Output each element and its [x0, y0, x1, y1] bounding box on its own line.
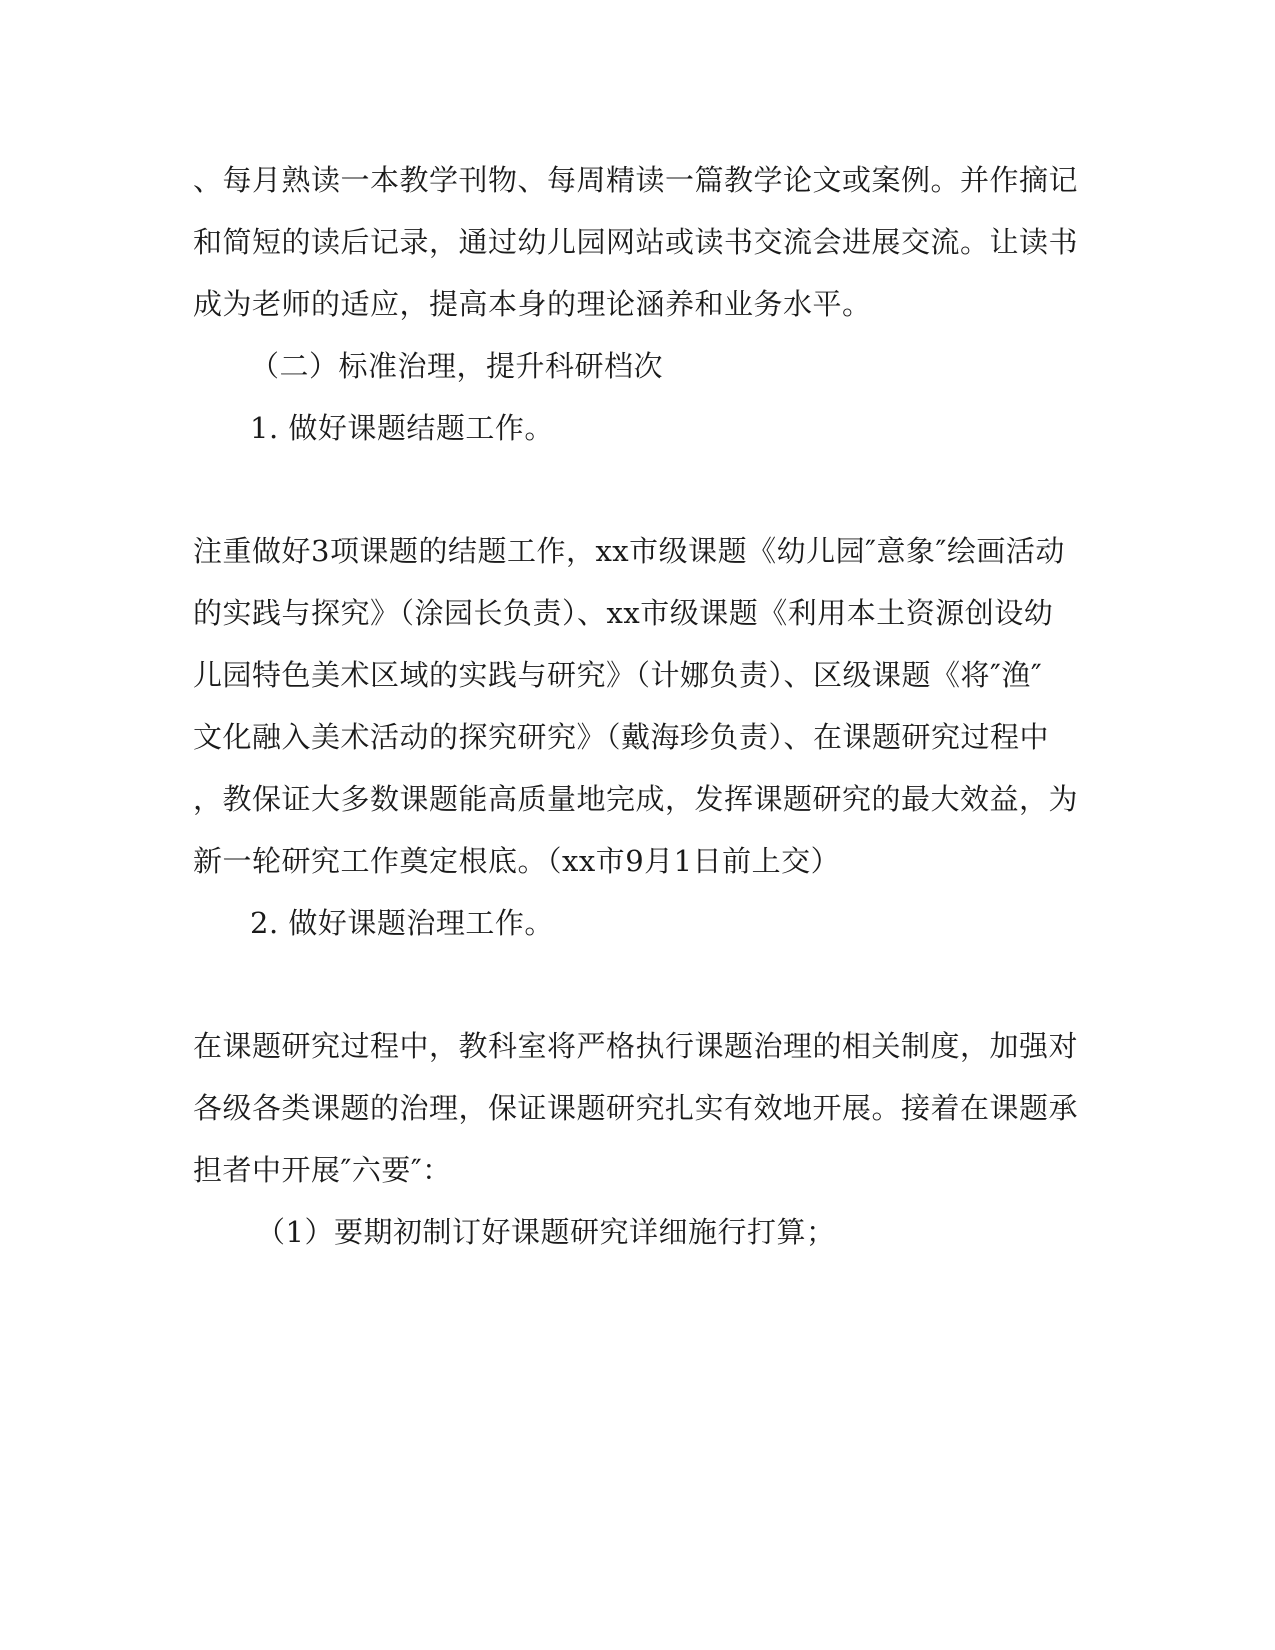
- paragraph-line: 的实践与探究》（涂园长负责）、xx市级课题《利用本土资源创设幼: [193, 596, 1054, 630]
- paragraph-line: 和简短的读后记录，通过幼儿园网站或读书交流会进展交流。让读书: [193, 225, 1079, 259]
- paragraph-line: 儿园特色美术区域的实践与研究》（计娜负责）、区级课题《将″渔″: [193, 658, 1043, 692]
- list-item: （1）要期初制订好课题研究详细施行打算；: [256, 1215, 836, 1249]
- paragraph-line: ，教保证大多数课题能高质量地完成，发挥课题研究的最大效益，为: [193, 782, 1079, 816]
- paragraph-line: 担者中开展″六要″：: [193, 1153, 452, 1187]
- paragraph-line: 新一轮研究工作奠定根底。（xx市9月1日前上交）: [193, 844, 841, 878]
- paragraph-line: 注重做好3项课题的结题工作，xx市级课题《幼儿园″意象″绘画活动: [193, 534, 1065, 568]
- section-heading: （二）标准治理，提升科研档次: [250, 349, 664, 383]
- paragraph-line: 文化融入美术活动的探究研究》（戴海珍负责）、在课题研究过程中: [193, 720, 1050, 754]
- paragraph-line: 成为老师的适应，提高本身的理论涵养和业务水平。: [193, 287, 872, 321]
- paragraph-line: 、每月熟读一本教学刊物、每周精读一篇教学论文或案例。并作摘记: [193, 163, 1079, 197]
- paragraph-line: 各级各类课题的治理，保证课题研究扎实有效地开展。接着在课题承: [193, 1091, 1079, 1125]
- paragraph-line: 在课题研究过程中，教科室将严格执行课题治理的相关制度，加强对: [193, 1029, 1079, 1063]
- list-item-heading: 2. 做好课题治理工作。: [250, 906, 554, 940]
- list-item-heading: 1. 做好课题结题工作。: [250, 411, 554, 445]
